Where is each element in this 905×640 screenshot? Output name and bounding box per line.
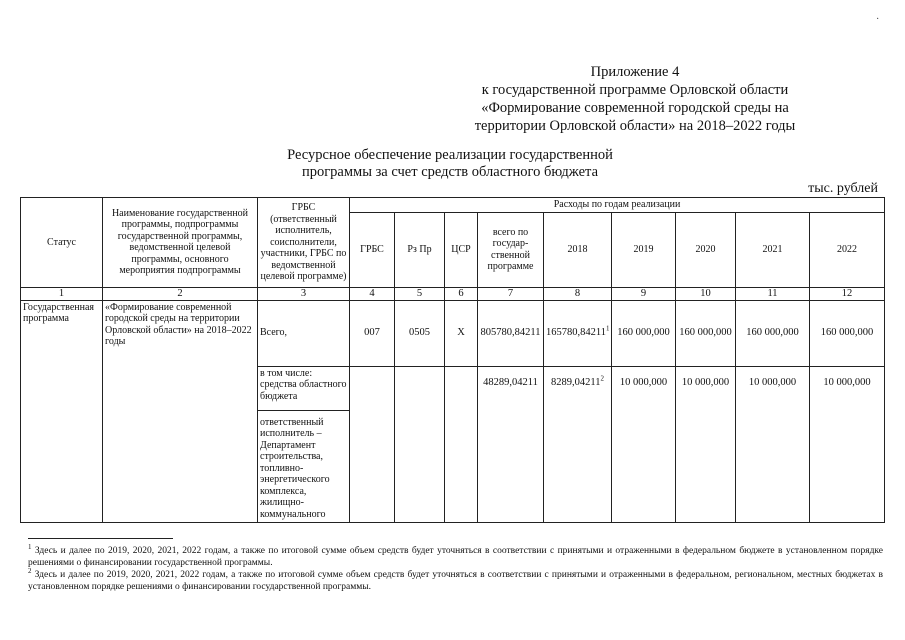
- footnote-divider: [28, 538, 173, 539]
- header-rzpr: Рз Пр: [395, 212, 445, 287]
- cell-2020: 160 000,000: [676, 300, 736, 366]
- cell-empty: [350, 366, 395, 522]
- footnote-text: Здесь и далее по 2019, 2020, 2021, 2022 годам, а также по итоговой сумме объем средств будет уточняться в соответствии с принятыми и отраженными в федеральном, региональном, местных бюджетах в установленном порядке решениями о финансировании государственной программы.: [28, 570, 884, 592]
- index-cell: 5: [395, 287, 445, 300]
- header-grbs: ГРБС (ответственный исполнитель, соисполнители, участники, ГРБС по ведомственной целевой программе): [258, 198, 350, 288]
- index-cell: 3: [258, 287, 350, 300]
- index-cell: 6: [445, 287, 478, 300]
- index-cell: 10: [676, 287, 736, 300]
- footnote-2: [28, 566, 884, 593]
- index-cell: 12: [810, 287, 885, 300]
- units-label: тыс. рублей: [808, 181, 878, 196]
- header-2019: 2019: [612, 212, 676, 287]
- cell-csr: Х: [445, 300, 478, 366]
- appendix-line: «Формирование современной городской среды на: [481, 100, 789, 116]
- header-2018: 2018: [544, 212, 612, 287]
- header-2022: 2022: [810, 212, 885, 287]
- cell-2021: 160 000,000: [736, 300, 810, 366]
- cell-2018-regional: [544, 366, 612, 522]
- cell-2018-regional-value: 8289,04211: [551, 376, 601, 388]
- header-2020: 2020: [676, 212, 736, 287]
- table-row-total: [21, 300, 885, 366]
- cell-2018-value: 165780,84211: [546, 327, 606, 339]
- cell-rzpr: 0505: [395, 300, 445, 366]
- footnote-number: 1: [28, 542, 32, 551]
- cell-2022: 160 000,000: [810, 300, 885, 366]
- index-row: [21, 287, 885, 300]
- document-title: [200, 147, 700, 181]
- cell-2020-regional: 10 000,000: [676, 366, 736, 522]
- cell-empty: [445, 366, 478, 522]
- header-status: Статус: [21, 198, 103, 288]
- cell-2019: 160 000,000: [612, 300, 676, 366]
- cell-total: 805780,84211: [478, 300, 544, 366]
- appendix-heading: [460, 63, 810, 135]
- cell-empty: [395, 366, 445, 522]
- scan-mark-top: ·: [876, 14, 880, 25]
- index-cell: 1: [21, 287, 103, 300]
- footnote-1: [28, 542, 883, 569]
- footnotes: [28, 542, 884, 593]
- header-csr: ЦСР: [445, 212, 478, 287]
- cell-status: Государственная программа: [21, 300, 103, 522]
- cell-grbs-code: 007: [350, 300, 395, 366]
- footnote-ref: 2: [600, 374, 604, 382]
- header-name: Наименование государственной программы, подпрограммы государственной программы, ведомственной целевой программы, основного мероприятия подпрограммы: [103, 198, 258, 288]
- title-line: Ресурсное обеспечение реализации государственной: [287, 147, 613, 163]
- index-cell: 8: [544, 287, 612, 300]
- resource-table: [20, 197, 885, 523]
- index-cell: 11: [736, 287, 810, 300]
- index-cell: 7: [478, 287, 544, 300]
- cell-total-regional: 48289,04211: [478, 366, 544, 522]
- cell-grbs-total: Всего,: [258, 300, 350, 366]
- index-cell: 4: [350, 287, 395, 300]
- cell-2021-regional: 10 000,000: [736, 366, 810, 522]
- footnote-ref: 1: [606, 324, 610, 333]
- header-total: всего по государ-ственной программе: [478, 212, 544, 287]
- appendix-line: Приложение 4: [590, 64, 680, 80]
- footnote-number: 2: [28, 566, 32, 575]
- cell-2022-regional: 10 000,000: [810, 366, 885, 522]
- index-cell: 2: [103, 287, 258, 300]
- cell-grbs-executor: ответственный исполнитель – Департамент строительства, топливно-энергетического комплекса, жилищно-коммунального: [258, 410, 350, 522]
- cell-2018: [544, 300, 612, 366]
- header-2021: 2021: [736, 212, 810, 287]
- index-cell: 9: [612, 287, 676, 300]
- footnote-text: Здесь и далее по 2019, 2020, 2021, 2022 годам, а также по итоговой сумме объем средств будет уточняться в соответствии с принятыми и отраженными в федеральном бюджете в установленном порядке решениями о финансировании государственной программы.: [28, 546, 883, 568]
- cell-program-name: «Формирование современной городской среды на территории Орловской области» на 2018–2022 годы: [103, 300, 258, 522]
- appendix-line: к государственной программе Орловской области: [481, 82, 789, 98]
- header-expenses: Расходы по годам реализации: [350, 198, 885, 213]
- cell-grbs-regional: в том числе: средства областного бюджета: [258, 366, 350, 410]
- title-line: программы за счет средств областного бюджета: [301, 164, 599, 180]
- appendix-line: территории Орловской области» на 2018–2022 годы: [474, 118, 796, 134]
- header-grbs-code: ГРБС: [350, 212, 395, 287]
- cell-2019-regional: 10 000,000: [612, 366, 676, 522]
